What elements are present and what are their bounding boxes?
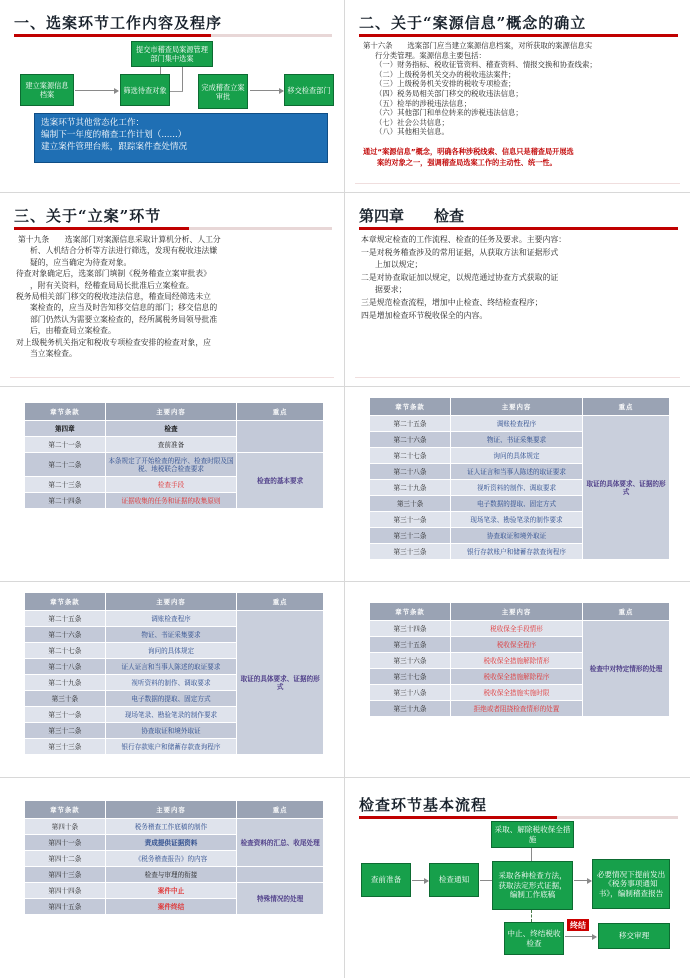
cell-section: 第四十一条 <box>25 835 106 851</box>
flow-box-4: 移交检查部门 <box>284 74 334 106</box>
slide-5 <box>0 387 345 582</box>
table-chapter4-basic <box>24 402 324 509</box>
cell-section: 第三十二条 <box>370 528 451 544</box>
cell-section: 第四十五条 <box>25 899 106 915</box>
para-4: （二）上级税务机关交办的税收违法案件； <box>375 69 516 79</box>
terminate-tag: 终结 <box>567 919 589 931</box>
table-header-row <box>370 398 670 416</box>
cell-content: 案件中止 <box>105 883 237 899</box>
para-5: （三）上级税务机关安排的税收专项检查； <box>375 79 516 89</box>
slide-2 <box>345 0 690 193</box>
cell-content: 案件终结 <box>105 899 237 915</box>
cell-content: 物证、书证采集要求 <box>105 627 237 643</box>
para-7: （五）检举的涉税违法信息； <box>375 98 472 108</box>
para-4: 待查对象确定后，选案部门填制《税务稽查立案审批表》 <box>16 269 211 279</box>
cell-section: 第二十七条 <box>25 643 106 659</box>
flow-box-methods: 采取各种检查方法，获取法定形式证据，编制工作底稿 <box>492 861 573 910</box>
th-focus: 重点 <box>583 398 670 416</box>
cell-content: 税务稽查工作底稿的制作 <box>105 819 237 835</box>
para-2: 析、人机结合分析等方法进行筛选，发现有税收违法嫌 <box>30 246 218 256</box>
cell-content: 询问的具体规定 <box>451 448 583 464</box>
slide-9 <box>0 778 345 978</box>
flow-box-top: 提交市稽查局案源管理部门集中选案 <box>131 41 213 67</box>
normalized-work-banner <box>34 113 328 163</box>
cell-section: 第三十八条 <box>370 685 451 701</box>
cell-content: 检查 <box>105 421 237 437</box>
cell-section: 第四章 <box>25 421 106 437</box>
cell-content: 银行存款账户和储蓄存款查询程序 <box>105 739 237 755</box>
cell-content: 视听资料的制作、调取要求 <box>105 675 237 691</box>
flow-arrow-1 <box>75 90 118 91</box>
th-section: 章节条款 <box>25 801 106 819</box>
slide-3-title: 三、关于“立案”环节 <box>14 207 162 225</box>
th-content: 主要内容 <box>105 593 237 611</box>
para-10: （八）其他相关信息。 <box>375 127 449 137</box>
th-focus: 重点 <box>237 801 324 819</box>
cell-section: 第三十九条 <box>370 701 451 717</box>
cell-content: 责成提供证据资料 <box>105 835 237 851</box>
th-focus: 重点 <box>237 403 324 421</box>
cell-section: 第三十条 <box>25 691 106 707</box>
cell-section: 第三十五条 <box>370 637 451 653</box>
inspection-flowchart <box>359 823 680 953</box>
cell-content: 协查取证和境外取证 <box>451 528 583 544</box>
cell-section: 第二十二条 <box>25 453 106 477</box>
cell-content: 《税务稽查报告》的内容 <box>105 851 237 867</box>
callout-line-2: 案的对象之一，强调稽查局选案工作的主动性、统一性。 <box>377 157 557 167</box>
cell-content: 税收保全措施解除情形 <box>451 653 583 669</box>
slide-2-callout <box>363 146 674 168</box>
table-row <box>25 819 324 835</box>
cell-content: 检查手段 <box>105 477 237 493</box>
table-row <box>25 421 324 437</box>
th-section: 章节条款 <box>370 603 451 621</box>
slide-1-title: 一、选案环节工作内容及程序 <box>14 14 223 32</box>
cell-content: 调账检查程序 <box>451 416 583 432</box>
cell-section: 第三十六条 <box>370 653 451 669</box>
table-header-row <box>25 593 324 611</box>
para-5-text: ，附有关资料，经稽查局局长批准后立案检查。 <box>30 280 194 290</box>
title-rule <box>359 816 678 819</box>
cell-focus: 取证的具体要求、证据的形式 <box>237 611 324 755</box>
cell-section: 第三十一条 <box>25 707 106 723</box>
cell-section: 第二十八条 <box>370 464 451 480</box>
para-1: 第十六条 选案部门应当建立案源信息档案，对所获取的案源信息实 <box>363 41 593 50</box>
para-5: 据要求； <box>375 285 407 295</box>
slide-4-title: 第四章 检查 <box>359 207 465 225</box>
table-row <box>25 611 324 627</box>
cell-content: 电子数据的提取、固定方式 <box>105 691 237 707</box>
cell-content: 物证、书证采集要求 <box>451 432 583 448</box>
flow-box-3: 完成稽查立案审批 <box>198 74 248 109</box>
table-header-row <box>25 801 324 819</box>
para-1: 第十九条 选案部门对案源信息采取计算机分析、人工分 <box>18 235 221 244</box>
table-evidence <box>369 397 670 560</box>
th-section: 章节条款 <box>25 593 106 611</box>
cell-section: 第二十八条 <box>25 659 106 675</box>
table-row <box>25 883 324 899</box>
table-c-wrap <box>369 602 670 717</box>
slide-3 <box>0 193 345 387</box>
title-rule <box>359 227 678 230</box>
cell-content: 证人证言和当事人陈述的取证要求 <box>105 659 237 675</box>
cell-focus-1: 检查资料的汇总、收尾处理 <box>237 819 324 867</box>
para-10: 对上级税务机关指定和税收专项检查安排的检查对象，应 <box>16 337 211 347</box>
connector-vertical-right <box>182 67 183 91</box>
flow-box-notice: 检查通知 <box>429 863 479 897</box>
cell-content: 本条规定了开始检查的程序、检查时限及国税、地税联合检查要求 <box>105 453 237 477</box>
cell-content: 税收保全手段情形 <box>451 621 583 637</box>
th-content: 主要内容 <box>105 403 237 421</box>
cell-section: 第四十条 <box>25 819 106 835</box>
cell-section: 第二十六条 <box>25 627 106 643</box>
cell-section: 第四十四条 <box>25 883 106 899</box>
cell-section: 第三十一条 <box>370 512 451 528</box>
cell-section: 第四十二条 <box>25 851 106 867</box>
cell-focus: 取证的具体要求、证据的形式 <box>583 416 670 560</box>
table-b-wrap <box>369 397 670 560</box>
cell-focus-blank <box>237 867 324 883</box>
flow-box-report: 必要情况下提前发出《税务事项通知书》，编制稽查报告 <box>592 859 670 909</box>
cell-content: 拒绝或者阻挠检查情形的处置 <box>451 701 583 717</box>
cell-content: 调账检查程序 <box>105 611 237 627</box>
para-6: 三是规范检查流程，增加中止检查、终结检查程序； <box>361 297 543 307</box>
cell-focus-blank <box>237 421 324 453</box>
cell-content: 查前准备 <box>105 437 237 453</box>
slide-8 <box>345 582 690 778</box>
para-3: （一）财务指标、税收征管资料、稽查资料、情报交换和协查线索； <box>375 60 597 70</box>
table-a-wrap <box>24 402 324 509</box>
cell-section: 第三十四条 <box>370 621 451 637</box>
table-header-row <box>25 403 324 421</box>
para-7: 案检查的，应当及时告知移交信息的部门；移交信息的 <box>30 303 218 313</box>
cell-focus: 检查的基本要求 <box>237 453 324 509</box>
banner-line-1: 选案环节其他常态化工作： <box>41 118 145 128</box>
cell-content: 协查取证和境外取证 <box>105 723 237 739</box>
cell-content: 询问的具体规定 <box>105 643 237 659</box>
cell-content: 税收保全程序 <box>451 637 583 653</box>
table-row <box>370 416 670 432</box>
title-rule <box>14 34 332 37</box>
para-3: 疑的，应当确定为待查对象。 <box>30 257 132 267</box>
para-8: （六）其他部门和单位转来的涉税违法信息； <box>375 108 523 118</box>
bottom-divider <box>10 377 334 378</box>
cell-section: 第二十五条 <box>370 416 451 432</box>
slide-6 <box>345 387 690 582</box>
slide-10 <box>345 778 690 978</box>
para-6: 税务局相关部门移交的税收违法信息，稽查局经筛选未立 <box>16 292 211 302</box>
slide-1 <box>0 0 345 193</box>
cell-content: 银行存款账户和储蓄存款查询程序 <box>451 544 583 560</box>
cell-section: 第二十四条 <box>25 493 106 509</box>
cell-section: 第三十二条 <box>25 723 106 739</box>
connector-mid-down <box>531 910 532 922</box>
cell-content: 税收保全措施解除程序 <box>451 669 583 685</box>
title-rule <box>14 227 332 230</box>
table-header-row <box>370 603 670 621</box>
para-7: 四是增加检查环节税收保全的内容。 <box>361 310 488 320</box>
cell-section: 第四十三条 <box>25 867 106 883</box>
slide-3-body <box>16 234 330 359</box>
title-rule <box>359 34 678 37</box>
th-content: 主要内容 <box>451 603 583 621</box>
th-focus: 重点 <box>237 593 324 611</box>
para-6: （四）税务局相关部门移交的税收违法信息； <box>375 88 523 98</box>
slide-4-body <box>361 234 676 322</box>
flow-box-1: 建立案源信息档案 <box>20 74 74 106</box>
para-5 <box>16 280 330 291</box>
cell-content: 证人证言和当事人陈述的取证要求 <box>451 464 583 480</box>
table-closing <box>24 800 324 915</box>
cell-section: 第三十三条 <box>25 739 106 755</box>
callout-line-1: 通过“案源信息”概念，明确各种涉税线索、信息只是稽查局开展选 <box>363 146 574 156</box>
cell-section: 第二十九条 <box>25 675 106 691</box>
cell-section: 第二十一条 <box>25 437 106 453</box>
th-section: 章节条款 <box>370 398 451 416</box>
banner-line-3: 建立案件管理台账，跟踪案件查处情况 <box>41 142 188 152</box>
bottom-divider <box>355 183 680 184</box>
table-d-wrap <box>24 800 324 915</box>
para-2: 行分类管理。案源信息主要包括： <box>375 50 486 60</box>
cell-section: 第二十六条 <box>370 432 451 448</box>
cell-content: 税收保全措施实施时限 <box>451 685 583 701</box>
slide-4 <box>345 193 690 387</box>
flow-arrow-a <box>412 880 428 881</box>
cell-section: 第二十九条 <box>370 480 451 496</box>
flow-arrow-c <box>574 880 591 881</box>
flow-box-preparation: 查前准备 <box>361 863 411 897</box>
para-1: 本章规定检查的工作流程、检查的任务及要求。主要内容： <box>361 235 567 244</box>
cell-section: 第二十七条 <box>370 448 451 464</box>
table-row <box>370 621 670 637</box>
th-content: 主要内容 <box>105 801 237 819</box>
th-content: 主要内容 <box>451 398 583 416</box>
cell-section: 第三十七条 <box>370 669 451 685</box>
table-row <box>25 867 324 883</box>
para-11: 当立案检查。 <box>30 349 77 359</box>
flow-box-transfer: 移交审理 <box>598 923 670 949</box>
para-4: 二是对协查取证加以规定，以规范通过协查方式获取的证 <box>361 272 559 282</box>
th-focus: 重点 <box>583 603 670 621</box>
para-3: 上加以规定； <box>375 260 423 270</box>
cell-content: 现场笔录、勘验笔录的制作要求 <box>451 512 583 528</box>
cell-content: 现场笔录、勘验笔录的制作要求 <box>105 707 237 723</box>
cell-focus: 检查中对特定情形的处理 <box>583 621 670 717</box>
flow-arrow-d <box>565 936 596 937</box>
cell-section: 第三十三条 <box>370 544 451 560</box>
slide-2-title: 二、关于“案源信息”概念的确立 <box>359 14 587 32</box>
table-b2-wrap <box>24 592 324 755</box>
para-9: （七）社会公共信息； <box>375 117 449 127</box>
slide-2-body <box>361 41 676 137</box>
cell-content: 电子数据的提取、固定方式 <box>451 496 583 512</box>
table-row <box>25 453 324 477</box>
cell-focus-2: 特殊情况的处理 <box>237 883 324 915</box>
cell-section: 第三十条 <box>370 496 451 512</box>
para-2: 一是对税务稽查涉及的常用证据，从获取方法和证据形式 <box>361 247 559 257</box>
selection-flowchart <box>14 41 332 152</box>
flow-box-2: 筛选待查对象 <box>120 74 170 106</box>
table-evidence-repeat <box>24 592 324 755</box>
slide-7 <box>0 582 345 778</box>
th-section: 章节条款 <box>25 403 106 421</box>
cell-content: 检查与审理的衔接 <box>105 867 237 883</box>
para-9: 后，由稽查局立案检查。 <box>30 326 116 336</box>
flow-box-preservation: 采取、解除税收保全措施 <box>491 821 574 848</box>
bottom-divider <box>355 377 680 378</box>
banner-line-2: 编制下一年度的稽查工作计划（......） <box>41 130 187 140</box>
cell-content: 证据收集的任务和证据的收集原则 <box>105 493 237 509</box>
para-8: 部门仍然认为需要立案检查的，经所属税务局领导批准 <box>30 314 218 324</box>
cell-section: 第二十五条 <box>25 611 106 627</box>
slide-10-title: 检查环节基本流程 <box>359 796 488 814</box>
flow-box-terminate: 中止、终结税收检查 <box>504 922 564 955</box>
cell-section: 第二十三条 <box>25 477 106 493</box>
table-preservation <box>369 602 670 717</box>
cell-content: 视听资料的制作、调取要求 <box>451 480 583 496</box>
flow-arrow-3 <box>250 90 283 91</box>
